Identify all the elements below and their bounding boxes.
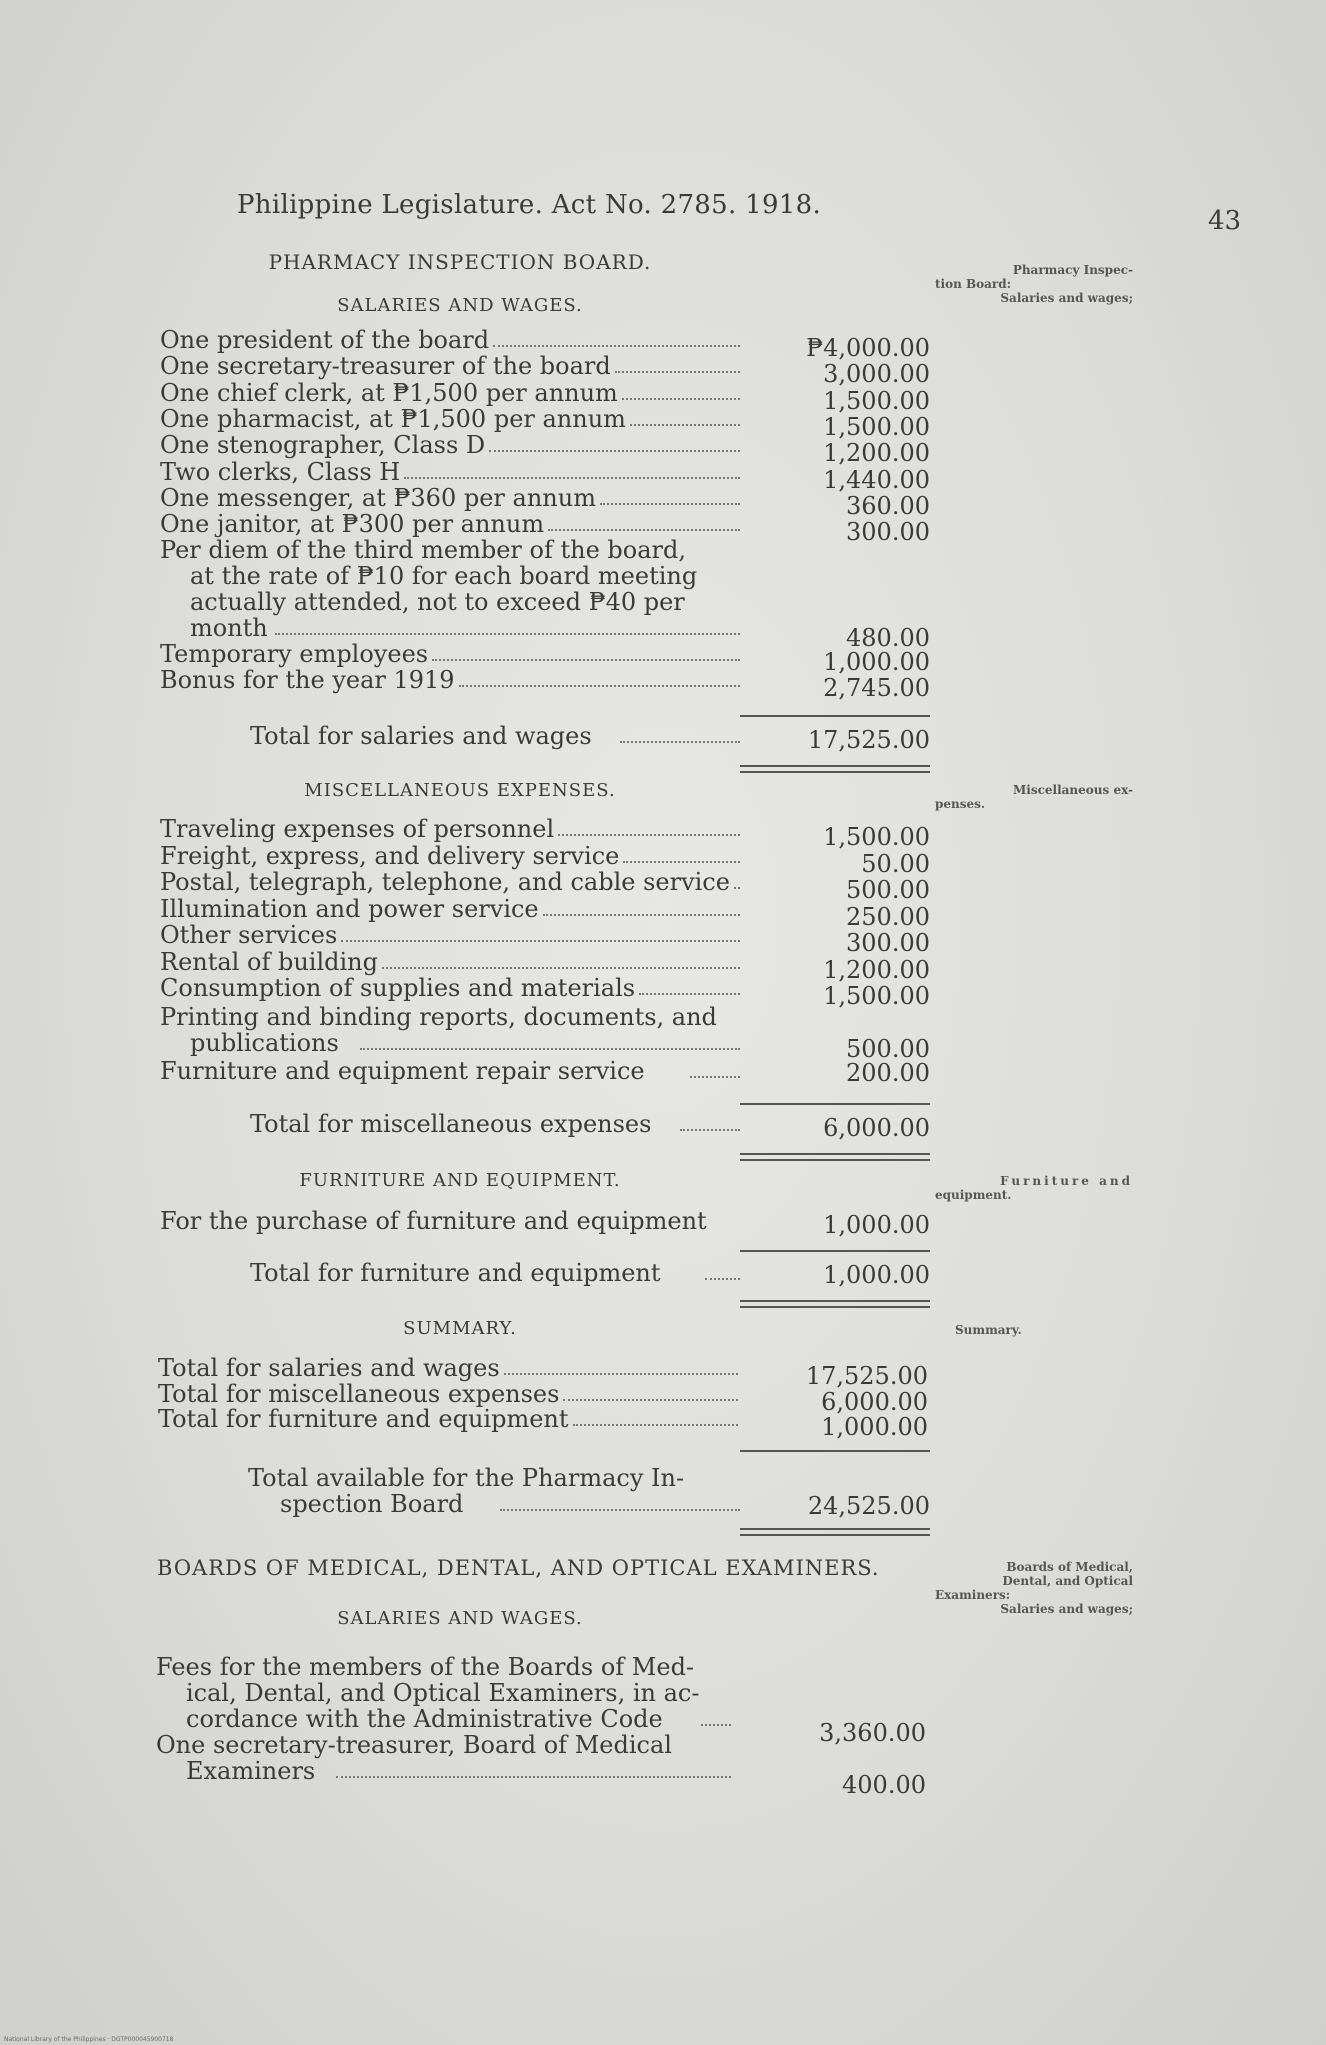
summary-heading: SUMMARY. bbox=[403, 1318, 517, 1339]
leader-dots bbox=[341, 940, 740, 942]
table-row bbox=[160, 974, 930, 1010]
margin-note-pharmacy bbox=[935, 263, 1133, 305]
leader-dots bbox=[615, 371, 740, 373]
printing-row bbox=[160, 1029, 930, 1063]
leader-dots bbox=[558, 834, 740, 836]
secretary-amount: 400.00 bbox=[842, 1771, 926, 1799]
secretary-row bbox=[156, 1757, 926, 1799]
fees-amount: 3,360.00 bbox=[819, 1719, 926, 1747]
leader-dots bbox=[734, 887, 740, 889]
table-row bbox=[160, 352, 930, 389]
margin-note-line: Salaries and wages; bbox=[1000, 291, 1133, 305]
table-row bbox=[160, 640, 930, 676]
table-row bbox=[160, 868, 930, 904]
margin-note-furniture bbox=[935, 1174, 1133, 1202]
leader-dots bbox=[275, 633, 740, 635]
row-amount: 360.00 bbox=[846, 491, 930, 520]
row-amount: 1,440.00 bbox=[823, 465, 930, 494]
margin-note-line: Furniture and bbox=[1000, 1174, 1133, 1188]
margin-note-line: Summary. bbox=[955, 1323, 1022, 1337]
leader-dots bbox=[620, 741, 740, 743]
printing-line-2: publications bbox=[190, 1029, 339, 1057]
leader-dots bbox=[573, 1424, 738, 1426]
furniture-purchase-amount: 1,000.00 bbox=[823, 1211, 930, 1239]
misc-total-row bbox=[250, 1110, 930, 1142]
furniture-repair-row bbox=[160, 1057, 930, 1087]
table-row bbox=[160, 510, 930, 547]
row-amount: 1,500.00 bbox=[823, 386, 930, 415]
row-amount: 3,000.00 bbox=[823, 360, 930, 389]
row-amount: 1,000.00 bbox=[821, 1413, 928, 1441]
salaries-total-amount: 17,525.00 bbox=[807, 726, 930, 754]
printing-amount: 500.00 bbox=[846, 1035, 930, 1063]
fees-line-1: Fees for the members of the Boards of Med- bbox=[156, 1653, 695, 1681]
printing-line-1: Printing and binding reports, documents, and bbox=[160, 1003, 717, 1031]
subtotal-rule bbox=[740, 1103, 930, 1105]
row-label: Total for salaries and wages bbox=[158, 1354, 500, 1382]
leader-dots bbox=[493, 345, 740, 347]
row-label: Other services bbox=[160, 921, 338, 949]
total-double-rule bbox=[740, 765, 930, 773]
fees-line-3: cordance with the Administrative Code bbox=[186, 1705, 663, 1733]
leader-dots bbox=[404, 477, 740, 479]
row-amount: 1,200.00 bbox=[823, 955, 930, 984]
per-diem-row bbox=[160, 614, 930, 652]
section-title-boards: BOARDS OF MEDICAL, DENTAL, AND OPTICAL EXAMINERS. bbox=[157, 1556, 880, 1580]
grand-total-row bbox=[250, 1490, 930, 1520]
row-label: Traveling expenses of personnel bbox=[160, 815, 555, 843]
table-row bbox=[160, 404, 930, 441]
furniture-total-label: Total for furniture and equipment bbox=[250, 1259, 661, 1287]
row-amount: 6,000.00 bbox=[821, 1387, 928, 1416]
row-amount: 1,500.00 bbox=[823, 412, 930, 441]
grand-total-line-1: Total available for the Pharmacy In- bbox=[248, 1464, 685, 1492]
leader-dots bbox=[336, 1776, 731, 1778]
misc-total-label: Total for miscellaneous expenses bbox=[250, 1110, 652, 1138]
table-row bbox=[158, 1379, 928, 1416]
furniture-repair-label: Furniture and equipment repair service bbox=[160, 1057, 645, 1085]
leader-dots bbox=[489, 450, 740, 452]
scan-footer: National Library of the Philippines · DGTP000045900718 bbox=[4, 2036, 174, 2043]
margin-note-line: Pharmacy Inspec- bbox=[1012, 263, 1133, 277]
table-row bbox=[160, 483, 930, 520]
subtotal-rule bbox=[740, 1250, 930, 1252]
row-label: One president of the board bbox=[160, 326, 490, 354]
table-row bbox=[160, 431, 930, 468]
margin-note-misc bbox=[935, 783, 1133, 811]
secretary-line-2: Examiners bbox=[186, 1757, 316, 1785]
leader-dots bbox=[680, 1129, 740, 1131]
salaries-total-row bbox=[250, 722, 930, 754]
row-label: One pharmacist, at ₱1,500 per annum bbox=[160, 404, 626, 433]
salaries-heading: SALARIES AND WAGES. bbox=[337, 295, 583, 316]
row-amount: 300.00 bbox=[846, 518, 930, 547]
row-label: One stenographer, Class D bbox=[160, 431, 486, 460]
furniture-purchase-row bbox=[160, 1207, 930, 1239]
row-label: One messenger, at ₱360 per annum bbox=[160, 483, 596, 512]
row-label: Two clerks, Class H bbox=[160, 457, 401, 486]
secretary-line-1: One secretary-treasurer, Board of Medical bbox=[156, 1731, 672, 1759]
misc-heading: MISCELLANEOUS EXPENSES. bbox=[304, 780, 616, 801]
leader-dots bbox=[432, 659, 740, 661]
fees-line-2: ical, Dental, and Optical Examiners, in ac- bbox=[186, 1679, 700, 1707]
row-amount: 50.00 bbox=[861, 849, 930, 878]
per-diem-line-2: at the rate of ₱10 for each board meeting bbox=[190, 562, 698, 590]
leader-dots bbox=[690, 1076, 740, 1078]
row-amount: 1,000.00 bbox=[823, 648, 930, 676]
margin-note-line: Boards of Medical, bbox=[1006, 1560, 1133, 1574]
total-double-rule bbox=[740, 1153, 930, 1161]
boards-salaries-heading: SALARIES AND WAGES. bbox=[337, 1608, 583, 1629]
row-amount: 1,500.00 bbox=[823, 823, 930, 851]
table-row bbox=[160, 921, 930, 957]
margin-note-line: Dental, and Optical bbox=[1002, 1574, 1133, 1588]
salaries-total-label: Total for salaries and wages bbox=[250, 722, 592, 750]
row-label: Bonus for the year 1919 bbox=[160, 666, 455, 694]
row-label: One secretary-treasurer of the board bbox=[160, 352, 611, 381]
subtotal-rule bbox=[740, 715, 930, 717]
total-double-rule bbox=[740, 1528, 930, 1536]
margin-note-boards bbox=[935, 1560, 1133, 1616]
misc-total-amount: 6,000.00 bbox=[823, 1114, 930, 1142]
leader-dots bbox=[504, 1373, 738, 1375]
running-head: Philippine Legislature. Act No. 2785. 1918. bbox=[237, 190, 822, 220]
row-amount: 17,525.00 bbox=[805, 1362, 928, 1390]
leader-dots bbox=[563, 1399, 738, 1401]
table-row bbox=[160, 894, 930, 931]
row-label: One chief clerk, at ₱1,500 per annum bbox=[160, 378, 618, 407]
table-row bbox=[160, 666, 930, 702]
row-amount: ₱4,000.00 bbox=[806, 334, 930, 362]
row-amount: 300.00 bbox=[846, 929, 930, 957]
leader-dots bbox=[548, 529, 740, 531]
leader-dots bbox=[701, 1724, 731, 1726]
margin-note-summary bbox=[935, 1323, 1133, 1337]
row-amount: 1,200.00 bbox=[823, 439, 930, 468]
row-label: Rental of building bbox=[160, 947, 378, 976]
row-amount: 2,745.00 bbox=[823, 674, 930, 702]
leader-dots bbox=[543, 914, 740, 916]
row-label: Illumination and power service bbox=[160, 894, 539, 923]
table-row bbox=[160, 947, 930, 984]
table-row bbox=[160, 841, 930, 878]
table-row bbox=[160, 378, 930, 415]
margin-note-line: Salaries and wages; bbox=[1000, 1602, 1133, 1616]
furniture-total-row bbox=[250, 1259, 930, 1289]
leader-dots bbox=[600, 503, 740, 505]
table-row bbox=[160, 815, 930, 851]
grand-total-amount: 24,525.00 bbox=[807, 1492, 930, 1520]
row-label: Total for furniture and equipment bbox=[158, 1405, 569, 1433]
row-label: Postal, telegraph, telephone, and cable service bbox=[160, 868, 730, 896]
row-label: Total for miscellaneous expenses bbox=[158, 1379, 560, 1408]
row-label: One janitor, at ₱300 per annum bbox=[160, 510, 545, 539]
margin-note-line: Miscellaneous ex- bbox=[1012, 783, 1133, 797]
table-row bbox=[158, 1354, 928, 1390]
table-row bbox=[160, 326, 930, 362]
margin-note-line: Examiners: bbox=[935, 1588, 1011, 1602]
row-amount: 250.00 bbox=[846, 902, 930, 931]
row-label: Temporary employees bbox=[160, 640, 429, 668]
per-diem-line-3: actually attended, not to exceed ₱40 per bbox=[190, 588, 685, 616]
section-title-pharmacy: PHARMACY INSPECTION BOARD. bbox=[268, 250, 652, 274]
furniture-heading: FURNITURE AND EQUIPMENT. bbox=[299, 1170, 621, 1191]
row-label: Freight, express, and delivery service bbox=[160, 841, 620, 870]
margin-note-line: tion Board: bbox=[935, 277, 1012, 291]
leader-dots bbox=[630, 424, 740, 426]
leader-dots bbox=[639, 993, 740, 995]
margin-note-line: penses. bbox=[935, 797, 986, 811]
page-number: 43 bbox=[1208, 206, 1242, 236]
leader-dots bbox=[459, 685, 740, 687]
margin-note-line: equipment. bbox=[935, 1188, 1012, 1202]
row-amount: 1,500.00 bbox=[823, 982, 930, 1010]
per-diem-line-1: Per diem of the third member of the board, bbox=[160, 536, 687, 564]
furniture-purchase-label: For the purchase of furniture and equipment bbox=[160, 1207, 707, 1235]
row-amount: 500.00 bbox=[846, 876, 930, 904]
leader-dots bbox=[622, 398, 740, 400]
per-diem-amount: 480.00 bbox=[846, 624, 930, 652]
row-label: Consumption of supplies and materials bbox=[160, 974, 636, 1002]
subtotal-rule bbox=[740, 1450, 930, 1452]
table-row bbox=[160, 457, 930, 494]
leader-dots bbox=[623, 861, 740, 863]
table-row bbox=[158, 1405, 928, 1441]
grand-total-line-2: spection Board bbox=[280, 1490, 464, 1518]
per-diem-line-4: month bbox=[190, 614, 268, 642]
leader-dots bbox=[705, 1278, 740, 1280]
leader-dots bbox=[382, 967, 740, 969]
leader-dots bbox=[360, 1048, 740, 1050]
furniture-repair-amount: 200.00 bbox=[846, 1059, 930, 1087]
total-double-rule bbox=[740, 1300, 930, 1308]
furniture-total-amount: 1,000.00 bbox=[823, 1261, 930, 1289]
leader-dots bbox=[500, 1509, 740, 1511]
